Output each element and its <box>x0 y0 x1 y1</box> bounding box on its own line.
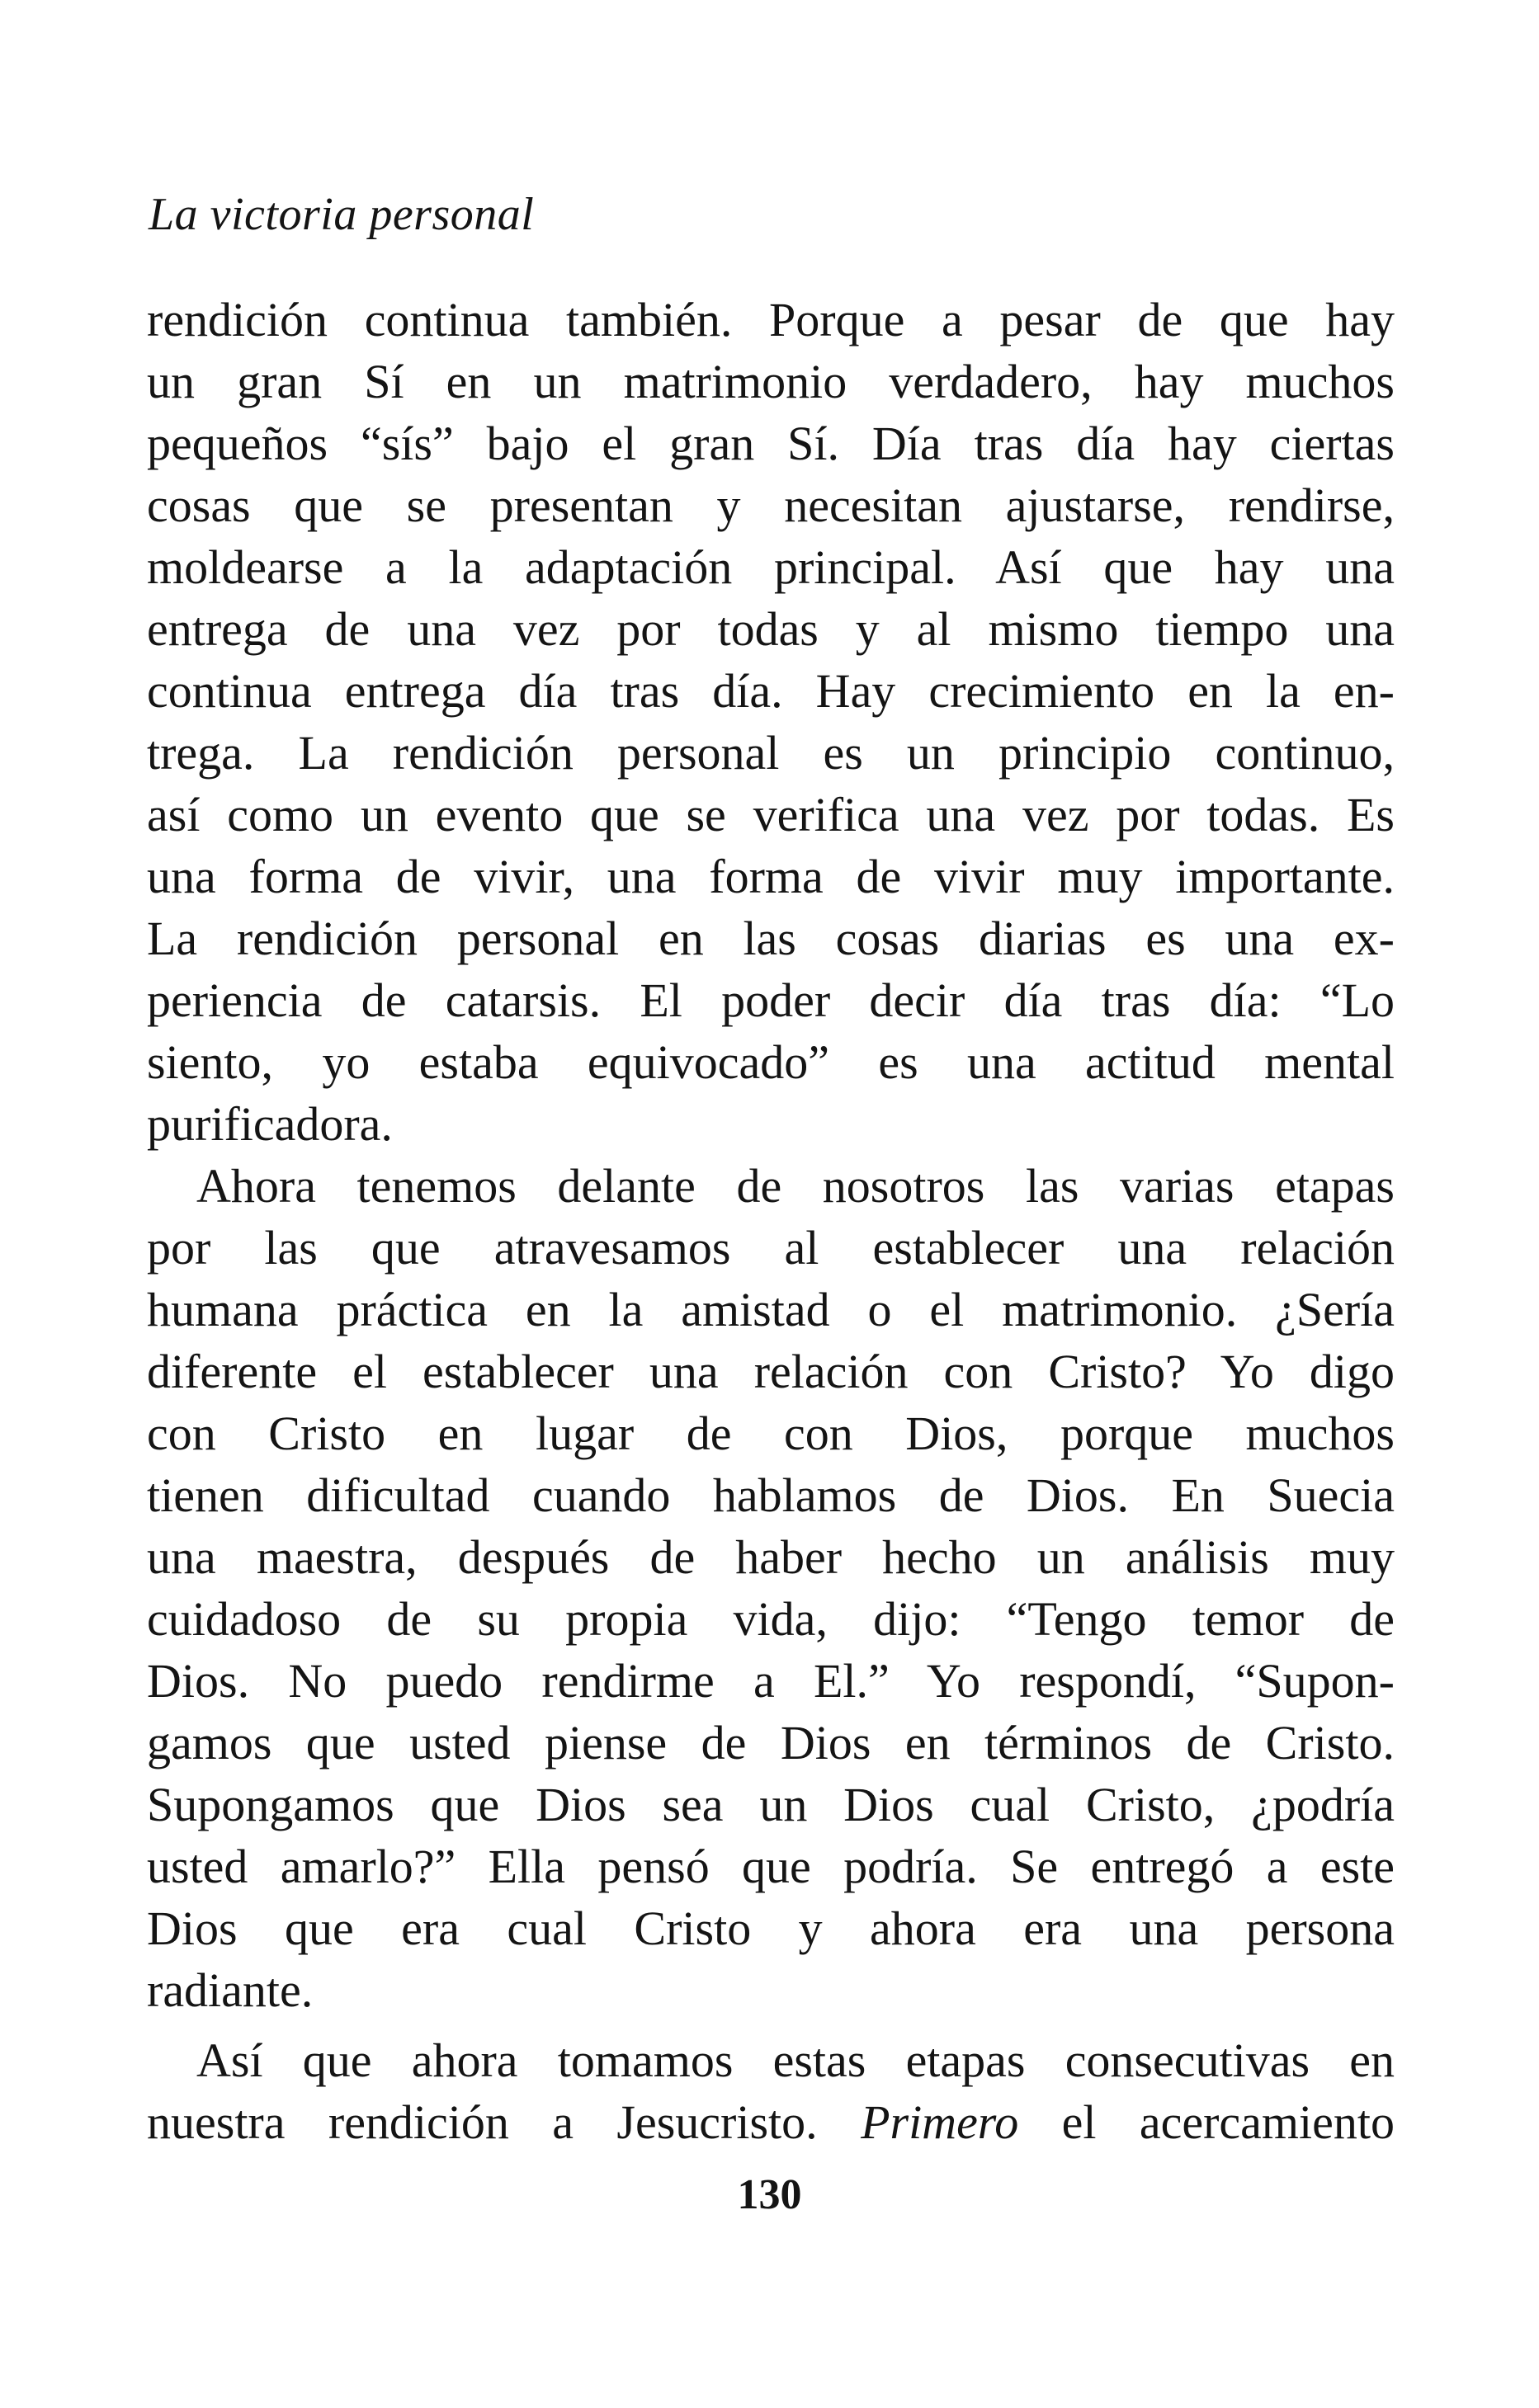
text-line: radiante. <box>147 1963 314 2017</box>
text-segment: nuestra rendición a Jesucristo. <box>147 2095 818 2149</box>
text-line: pequeños “sís” bajo el gran Sí. Día tras día hay ciertas <box>147 417 1395 470</box>
text-line: así como un evento que se verifica una vez por todas. Es <box>147 788 1395 841</box>
text-line: Ahora tenemos delante de nosotros las varias etapas <box>196 1159 1395 1213</box>
text-line: con Cristo en lugar de con Dios, porque muchos <box>147 1407 1395 1460</box>
text-line-final <box>147 2091 1395 2153</box>
text-line: una maestra, después de haber hecho un análisis muy <box>147 1530 1395 1584</box>
text-line: entrega de una vez por todas y al mismo tiempo una <box>147 602 1395 656</box>
text-line: cosas que se presentan y necesitan ajustarse, rendirse, <box>147 478 1395 532</box>
text-line: siento, yo estaba equivocado” es una actitud mental <box>147 1035 1395 1089</box>
text-line: continua entrega día tras día. Hay crecimiento en la en- <box>147 664 1395 718</box>
text-line: Dios que era cual Cristo y ahora era una persona <box>147 1901 1395 1955</box>
text-line: moldearse a la adaptación principal. Así que hay una <box>147 540 1395 594</box>
text-line: un gran Sí en un matrimonio verdadero, hay muchos <box>147 355 1395 408</box>
text-line: periencia de catarsis. El poder decir día tras día: “Lo <box>147 973 1395 1027</box>
emphasis-word: Primero <box>861 2095 1019 2149</box>
text-line: por las que atravesamos al establecer una relación <box>147 1221 1395 1275</box>
text-line: purificadora. <box>147 1097 393 1151</box>
page-number: 130 <box>737 2171 802 2218</box>
body-text <box>147 289 1395 2153</box>
text-line: usted amarlo?” Ella pensó que podría. Se entregó a este <box>147 1840 1395 1893</box>
text-line: La rendición personal en las cosas diarias es una ex- <box>147 912 1395 965</box>
text-line: Dios. No puedo rendirme a El.” Yo respondí, “Supon- <box>147 1654 1395 1708</box>
text-segment: el acercamiento <box>1061 2095 1395 2149</box>
text-line: Supongamos que Dios sea un Dios cual Cristo, ¿podría <box>147 1778 1395 1831</box>
text-line: gamos que usted piense de Dios en términos de Cristo. <box>147 1716 1395 1769</box>
text-line: humana práctica en la amistad o el matrimonio. ¿Sería <box>147 1283 1395 1336</box>
text-line: una forma de vivir, una forma de vivir muy importante. <box>147 850 1395 903</box>
text-line: cuidadoso de su propia vida, dijo: “Tengo temor de <box>147 1592 1395 1646</box>
text-line: rendición continua también. Porque a pesar de que hay <box>147 293 1395 346</box>
running-head: La victoria personal <box>149 189 535 240</box>
text-line: Así que ahora tomamos estas etapas consecutivas en <box>196 2033 1395 2087</box>
text-line: trega. La rendición personal es un principio continuo, <box>147 726 1395 780</box>
text-line: diferente el establecer una relación con Cristo? Yo digo <box>147 1345 1395 1398</box>
text-line: tienen dificultad cuando hablamos de Dios. En Suecia <box>147 1468 1395 1522</box>
